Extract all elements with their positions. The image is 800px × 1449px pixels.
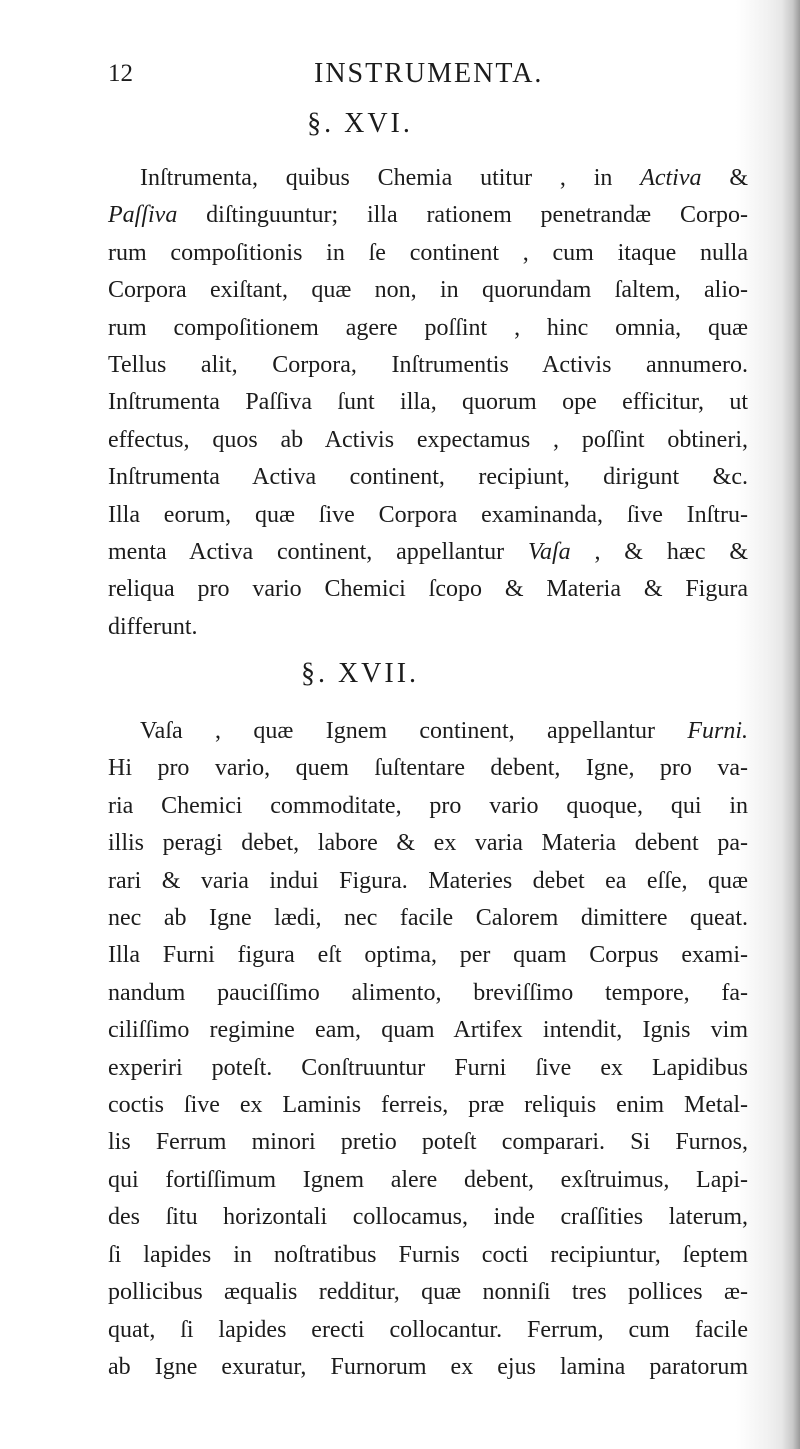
text-line: rum compoſitionis in ſe continent , cum itaque nulla [108,239,748,266]
text-line: ria Chemici commoditate, pro vario quoque, qui in [108,792,748,819]
text-line: pollicibus æqualis redditur, quæ nonniſi tres pollices æ- [108,1279,748,1306]
text-line: quat, ſi lapides erecti collocantur. Ferrum, cum facile [108,1316,748,1343]
text-line: nec ab Igne lædi, nec facile Calorem dimittere queat. [108,905,748,932]
text-line: menta Activa continent, appellantur Vaſa , & hæc & [108,539,748,566]
text-line: Tellus alit, Corpora, Inſtrumentis Activis annumero. [108,352,748,379]
text-line: nandum pauciſſimo alimento, breviſſimo tempore, fa- [108,979,748,1006]
section-paragraph [108,160,748,646]
text-line: experiri poteſt. Conſtruuntur Furni ſive ex Lapidibus [108,1054,748,1081]
text-line: reliqua pro vario Chemici ſcopo & Materia & Figura [108,576,748,603]
text-line: ſi lapides in noſtratibus Furnis cocti recipiuntur, ſeptem [108,1241,748,1268]
text-line: ab Igne exuratur, Furnorum ex ejus lamina paratorum [108,1353,748,1380]
text-line: illis peragi debet, labore & ex varia Materia debent pa- [108,830,748,857]
text-line: differunt. [108,613,198,640]
section-heading: §. XVII. [300,658,420,689]
running-head: INSTRUMENTA. [314,58,544,89]
text-line: Corpora exiſtant, quæ non, in quorundam ſaltem, alio- [108,277,748,304]
section-paragraph [108,713,748,1386]
text-line: Inſtrumenta Paſſiva ſunt illa, quorum ope efficitur, ut [108,389,748,416]
text-line: Paſſiva diſtinguuntur; illa rationem penetrandæ Corpo- [108,202,748,229]
text-line: ciliſſimo regimine eam, quam Artifex intendit, Ignis vim [108,1017,748,1044]
page-number: 12 [108,60,133,87]
page-header [108,60,748,100]
text-line: Illa eorum, quæ ſive Corpora examinanda, ſive Inſtru- [108,501,748,528]
text-line: qui fortiſſimum Ignem alere debent, exſtruimus, Lapi- [108,1166,748,1193]
text-line: rari & varia indui Figura. Materies debet ea eſſe, quæ [108,867,748,894]
text-line: des ſitu horizontali collocamus, inde craſſities laterum, [108,1204,748,1231]
text-line: effectus, quos ab Activis expectamus , poſſint obtineri, [108,426,748,453]
text-line: Inſtrumenta, quibus Chemia utitur , in Activa & [140,165,749,191]
text-line: lis Ferrum minori pretio poteſt comparari. Si Furnos, [108,1129,748,1156]
section-heading: §. XVI. [307,108,413,139]
text-line: Illa Furni figura eſt optima, per quam Corpus exami- [108,942,748,969]
text-line: Inſtrumenta Activa continent, recipiunt, dirigunt &c. [108,464,748,491]
text-line: rum compoſitionem agere poſſint , hinc omnia, quæ [108,314,748,341]
text-line: Hi pro vario, quem ſuſtentare debent, Igne, pro va- [108,755,748,782]
text-line: Vaſa , quæ Ignem continent, appellantur Furni. [140,718,748,744]
text-line: coctis ſive ex Laminis ferreis, præ reliquis enim Metal- [108,1092,748,1119]
page-edge-shadow [782,0,800,1449]
